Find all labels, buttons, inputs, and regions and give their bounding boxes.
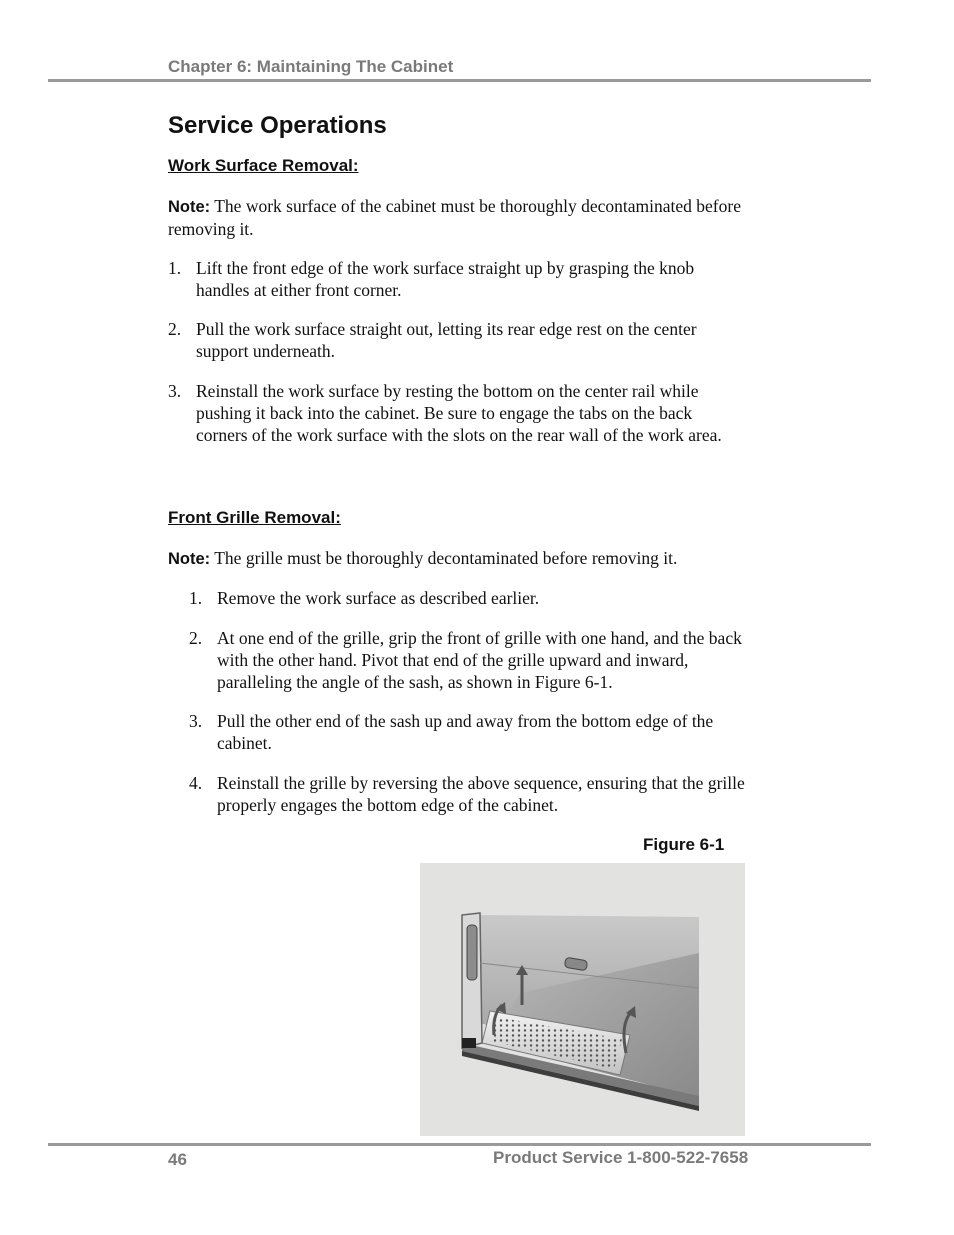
step-number: 1. (168, 258, 182, 278)
note-label: Note: (168, 198, 211, 216)
step-text: Pull the other end of the sash up and away from the bottom edge of the cabinet. (217, 711, 714, 753)
step-number: 2. (168, 319, 182, 339)
step-number: 3. (168, 381, 182, 401)
step-number: 3. (189, 711, 203, 731)
step-number: 2. (189, 628, 203, 648)
figure-grille-illustration (420, 863, 745, 1136)
step-text: Reinstall the grille by reversing the above sequence, ensuring that the grille properly engages the bottom edge of the cabinet. (217, 773, 745, 815)
page-title: Service Operations (168, 112, 387, 139)
step-text: Lift the front edge of the work surface straight up by grasping the knob handles at either front corner. (196, 258, 695, 300)
note-text: The work surface of the cabinet must be thoroughly decontaminated before removing it. (168, 196, 741, 239)
footer-rule (48, 1143, 871, 1146)
step-text: Pull the work surface straight out, letting its rear edge rest on the center support underneath. (196, 319, 697, 361)
page-number: 46 (168, 1150, 187, 1169)
step-text: Reinstall the work surface by resting the bottom on the center rail while pushing it back into the cabinet. Be sure to engage the tabs on the back corners of the work surface with the slots on the rear wall of the work area. (196, 381, 722, 445)
step-text: Remove the work surface as described earlier. (217, 588, 540, 608)
note-label: Note: (168, 550, 211, 568)
work-surface-heading: Work Surface Removal: (168, 156, 359, 175)
chapter-header: Chapter 6: Maintaining The Cabinet (168, 57, 454, 76)
note-text: The grille must be thoroughly decontaminated before removing it. (210, 548, 678, 568)
header-rule (48, 79, 871, 82)
front-grille-note (168, 548, 758, 571)
step-number: 4. (189, 773, 203, 793)
step-number: 1. (189, 588, 203, 608)
product-service-phone: Product Service 1-800-522-7658 (493, 1148, 749, 1167)
front-grille-heading: Front Grille Removal: (168, 508, 341, 527)
work-surface-note (168, 196, 758, 240)
figure-label: Figure 6-1 (643, 835, 725, 854)
step-text: At one end of the grille, grip the front of grille with one hand, and the back with the other hand. Pivot that end of the grille upward and inward, paralleling the angle of the sash, as shown in Figure 6-1. (217, 628, 742, 692)
